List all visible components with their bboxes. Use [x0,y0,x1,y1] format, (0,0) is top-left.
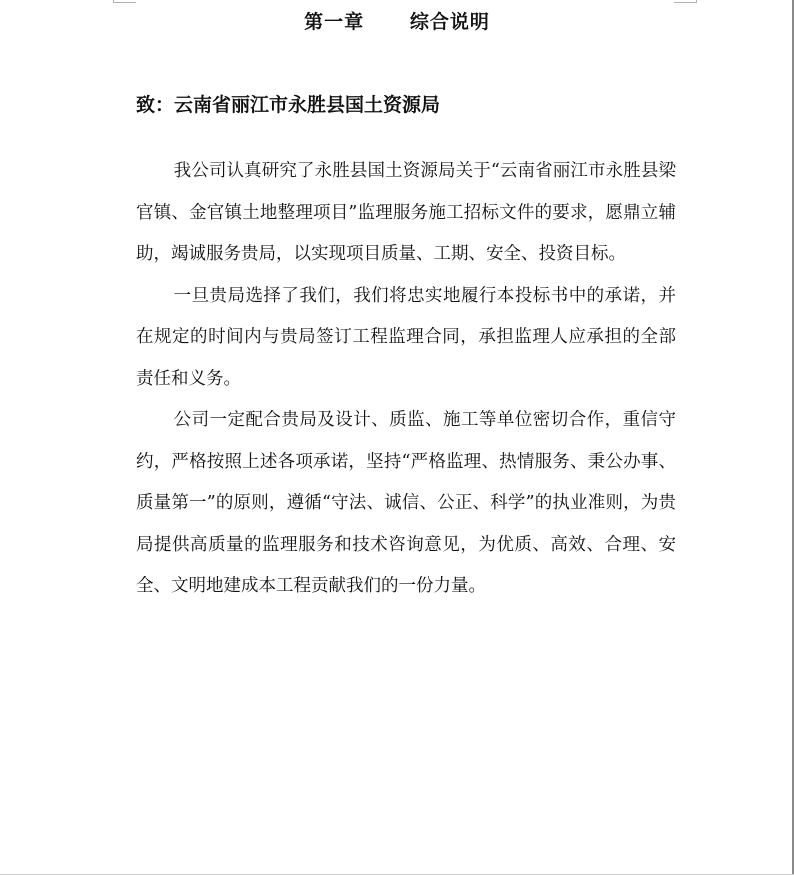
paragraph-3: 公司一定配合贵局及设计、质监、施工等单位密切合作，重信守约，严格按照上述各项承诺，坚持“严格监理、热情服务、秉公办事、质量第一”的原则，遵循“守法、诚信、公正、科学”的执业准则，为贵局提供高质量的监理服务和技术咨询意见，为优质、高效、合理、安全、文明地建成本工程贡献我们的一份力量。 [136,410,676,596]
addressee-line: 致：云南省丽江市永胜县国土资源局 [136,94,441,116]
paragraph-2: 一旦贵局选择了我们，我们将忠实地履行本投标书中的承诺，并在规定的时间内与贵局签订工程监理合同，承担监理人应承担的全部责任和义务。 [136,285,676,389]
chapter-title: 第一章 综合说明 [304,11,490,33]
paragraph-1: 我公司认真研究了永胜县国土资源局关于“云南省丽江市永胜县梁官镇、金官镇土地整理项目”监理服务施工招标文件的要求，愿鼎立辅助，竭诚服务贵局，以实现项目质量、工期、安全、投资目标。 [136,161,676,264]
crop-mark-top-right [674,0,697,3]
body-text [136,151,676,608]
crop-mark-top-left [113,0,136,3]
